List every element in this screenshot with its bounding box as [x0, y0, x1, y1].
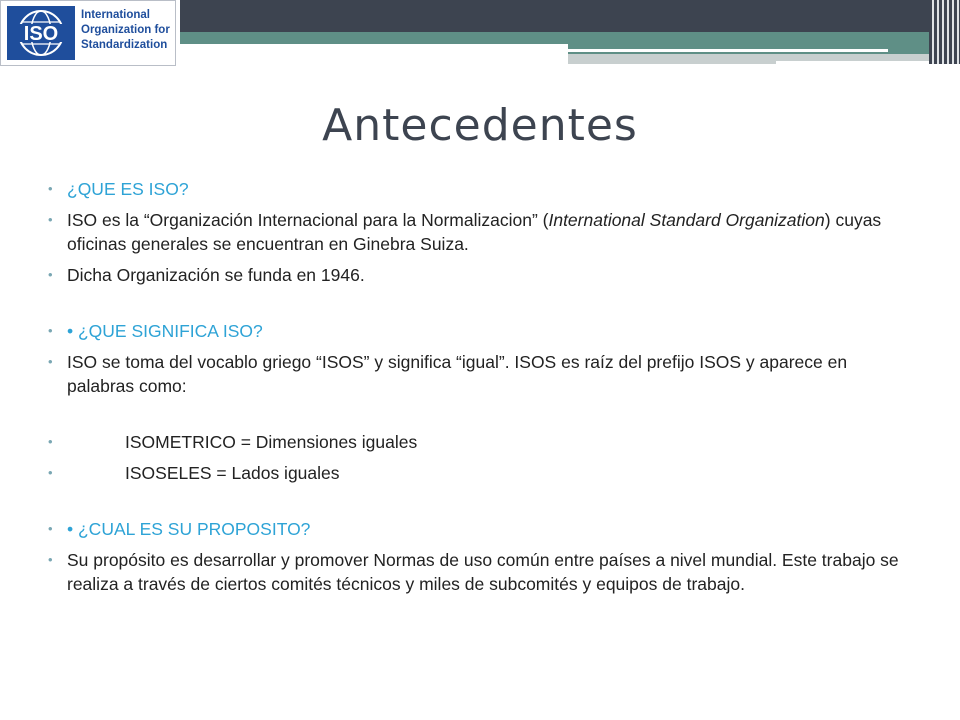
list-item: • • ¿QUE SIGNIFICA ISO? [48, 321, 263, 341]
svg-text:ISO: ISO [23, 23, 59, 45]
list-item: • Su propósito es desarrollar y promover Normas de uso común entre países a nivel mundial. Este trabajo se realiza a través de ciertos comités técnicos y miles de subcomités y equipos de trabajo. [48, 550, 899, 594]
header-divider [776, 61, 940, 64]
header-divider [568, 49, 888, 52]
list-item: • ISOSELES = Lados iguales [48, 463, 340, 483]
iso-logo [0, 0, 176, 66]
iso-globe-icon [7, 6, 75, 60]
bullet-list [48, 177, 907, 603]
bullet-icon: • [48, 434, 53, 449]
spacer [57, 405, 907, 430]
bullet-icon: • [48, 465, 53, 480]
header-bar-dark [180, 0, 960, 32]
bullet-icon: • [48, 323, 53, 338]
bullet-icon: • [48, 181, 53, 196]
list-item: • ISO se toma del vocablo griego “ISOS” y significa “igual”. ISOS es raíz del prefijo ISOS y aparece en palabras como: [48, 352, 848, 396]
bullet-icon: • [48, 354, 53, 369]
list-item: • ¿QUE ES ISO? [48, 179, 189, 199]
iso-logo-text [81, 8, 175, 53]
spacer [57, 492, 907, 517]
bullet-icon: • [48, 521, 53, 536]
list-item: • ISOMETRICO = Dimensiones iguales [48, 432, 418, 452]
list-item: • ISO es la “Organización Internacional para la Normalizacion” (International Standard Organization) cuyas oficinas generales se encuentran en Ginebra Suiza. [48, 210, 882, 254]
bullet-icon: • [48, 552, 53, 567]
list-item: • • ¿CUAL ES SU PROPOSITO? [48, 519, 311, 539]
logo-line: International [81, 9, 151, 21]
list-item: • Dicha Organización se funda en 1946. [48, 265, 365, 285]
spacer [57, 294, 907, 319]
slide-title: Antecedentes [322, 100, 638, 151]
logo-line: Organization for [81, 24, 170, 36]
header-bar-teal [180, 32, 960, 44]
bullet-icon: • [48, 212, 53, 227]
bullet-icon: • [48, 267, 53, 282]
header-stripes [929, 0, 960, 64]
logo-line: Standardization [81, 39, 168, 51]
